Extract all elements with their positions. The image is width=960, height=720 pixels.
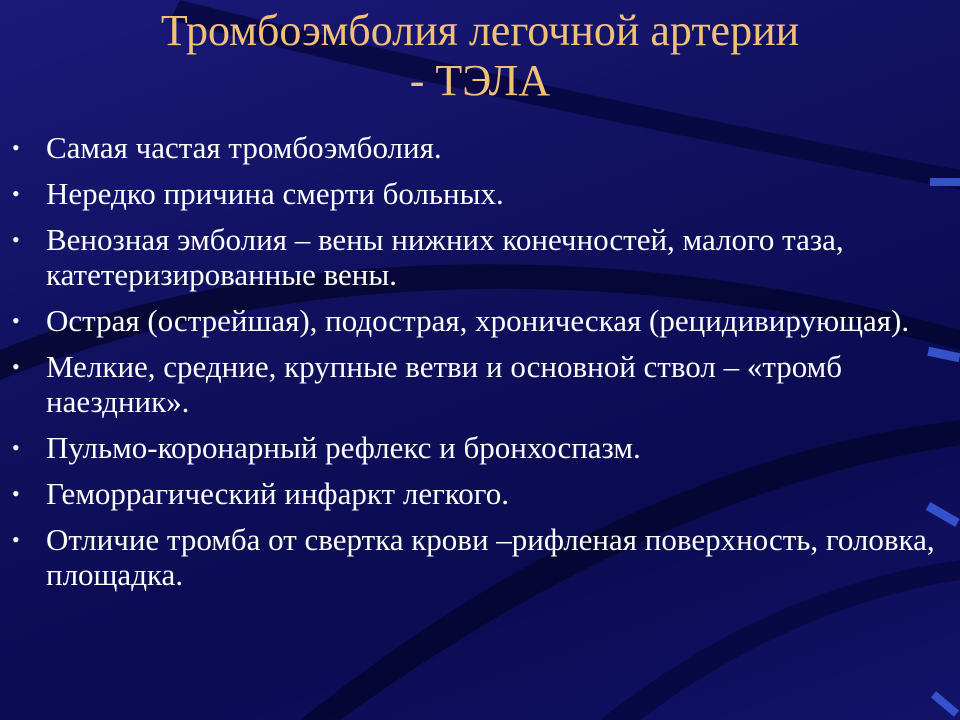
slide-title xyxy=(40,6,920,106)
slide-title-line-1: Тромбоэмболия легочной артерии xyxy=(160,6,800,55)
bullet-item xyxy=(10,222,940,292)
bullet-text: Отличие тромба от свертка крови –рифленая поверхность, головка, площадка. xyxy=(46,522,935,592)
bullet-item xyxy=(10,176,940,211)
bullet-text: Геморрагический инфаркт легкого. xyxy=(46,476,509,511)
bullet-text: Острая (острейшая), подострая, хроническая (рецидивирующая). xyxy=(46,303,910,338)
bullet-text: Пульмо-коронарный рефлекс и бронхоспазм. xyxy=(46,430,641,465)
bullet-dot-icon: • xyxy=(12,354,20,379)
bullet-dot-icon: • xyxy=(12,435,20,460)
bullet-text: Самая частая тромбоэмболия. xyxy=(46,130,442,165)
bullet-text: Мелкие, средние, крупные ветви и основной ствол – «тромб наездник». xyxy=(46,349,843,419)
accent-stripe xyxy=(931,691,959,716)
bullet-list xyxy=(10,130,940,603)
bullet-item xyxy=(10,130,940,165)
bullet-dot-icon: • xyxy=(12,308,20,333)
bullet-item xyxy=(10,522,940,592)
bullet-dot-icon: • xyxy=(12,227,20,252)
bullet-text: Нередко причина смерти больных. xyxy=(46,176,504,211)
slide-title-line-2: - ТЭЛА xyxy=(409,56,551,105)
bullet-item xyxy=(10,349,940,419)
bullet-dot-icon: • xyxy=(12,135,20,160)
bullet-text: Венозная эмболия – вены нижних конечностей, малого таза, катетеризированные вены. xyxy=(46,222,844,292)
bullet-dot-icon: • xyxy=(12,181,20,206)
bullet-dot-icon: • xyxy=(12,527,20,552)
bullet-dot-icon: • xyxy=(12,481,20,506)
bullet-item xyxy=(10,430,940,465)
bullet-item xyxy=(10,303,940,338)
bullet-item xyxy=(10,476,940,511)
